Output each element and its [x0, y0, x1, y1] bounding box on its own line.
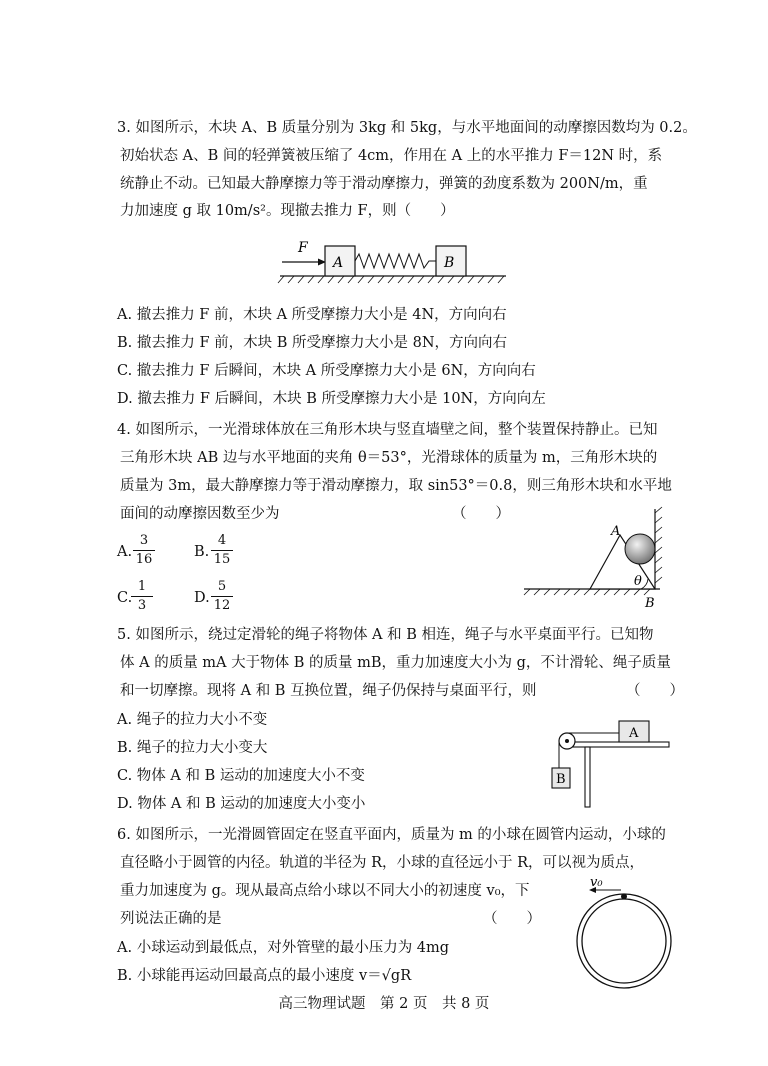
point-a-label: A — [611, 524, 621, 539]
q4-stem-line-2: 三角形木块 AB 边与水平地面的夹角 θ＝53°，光滑球体的质量为 m，三角形木块的 — [120, 450, 658, 466]
spring — [355, 254, 436, 268]
q4-option-a-label: A. — [117, 544, 133, 560]
block-b-label: B — [444, 255, 455, 271]
q5-stem-line-1: 5. 如图所示，绕过定滑轮的绳子将物体 A 和 B 相连，绳子与水平桌面平行。已知物 — [117, 627, 654, 643]
q5-option-b: B. 绳子的拉力大小变大 — [117, 740, 268, 756]
table-leg — [585, 747, 590, 807]
outer-tube-wall — [577, 894, 671, 988]
page-footer: 高三物理试题 第 2 页 共 8 页 — [278, 996, 490, 1012]
block-b-label: B — [556, 772, 566, 787]
q6-answer-bracket: （ ） — [483, 911, 541, 927]
q4-option-c-denominator: 3 — [137, 598, 147, 613]
q3-option-c: C. 撤去推力 F 后瞬间，木块 A 所受摩擦力大小是 6N，方向向右 — [117, 363, 536, 379]
q3-stem-line-4: 力加速度 g 取 10m/s²。现撤去推力 F，则（ ） — [120, 203, 455, 219]
q4-ball-wedge-figure — [520, 505, 680, 611]
q6-option-a: A. 小球运动到最低点，对外管壁的最小压力为 4mg — [117, 940, 450, 956]
q4-answer-bracket: （ ） — [452, 506, 510, 522]
force-label: F — [298, 240, 308, 256]
table-top — [565, 742, 669, 747]
q6-stem-line-4: 列说法正确的是 — [120, 911, 222, 927]
q5-pulley-figure — [545, 712, 675, 812]
q5-option-a: A. 绳子的拉力大小不变 — [117, 712, 268, 728]
q4-option-b-numerator: 4 — [217, 533, 227, 548]
q4-option-d-numerator: 5 — [217, 579, 227, 594]
q6-option-b: B. 小球能再运动回最高点的最小速度 v＝√gR — [117, 968, 412, 984]
q3-stem-line-3: 统静止不动。已知最大静摩擦力等于滑动摩擦力，弹簧的劲度系数为 200N/m，重 — [120, 176, 648, 192]
q4-option-d-denominator: 12 — [213, 598, 231, 613]
q3-option-b: B. 撤去推力 F 前，木块 B 所受摩擦力大小是 8N，方向向右 — [117, 335, 508, 351]
q4-option-b-label: B. — [194, 544, 210, 560]
q4-option-a-numerator: 3 — [139, 533, 149, 548]
q3-stem-line-2: 初始状态 A、B 间的轻弹簧被压缩了 4cm，作用在 A 上的水平推力 F＝12N 时，系 — [120, 148, 663, 164]
block-a-label: A — [333, 255, 344, 271]
q6-stem-line-3: 重力加速度为 g。现从最高点给小球以不同大小的初速度 v₀，下 — [120, 883, 530, 899]
q4-stem-line-1: 4. 如图所示，一光滑球体放在三角形木块与竖直墙壁之间，整个装置保持静止。已知 — [117, 422, 658, 438]
q4-stem-line-3: 质量为 3m，最大静摩擦力等于滑动摩擦力，取 sin53°＝0.8，则三角形木块和水平地 — [120, 478, 672, 494]
q3-stem-line-1: 3. 如图所示，木块 A、B 质量分别为 3kg 和 5kg，与水平地面间的动摩擦因数均为 0.2。 — [117, 120, 697, 136]
angle-theta-label: θ — [634, 574, 642, 589]
q3-option-d: D. 撤去推力 F 后瞬间，木块 B 所受摩擦力大小是 10N，方向向左 — [117, 391, 546, 407]
q5-answer-bracket: （ ） — [626, 683, 684, 699]
q3-option-a: A. 撤去推力 F 前，木块 A 所受摩擦力大小是 4N，方向向右 — [117, 307, 507, 323]
q5-stem-line-2: 体 A 的质量 mA 大于物体 B 的质量 mB，重力加速度大小为 g，不计滑轮、绳子质量 — [120, 655, 671, 671]
block-a-label: A — [629, 726, 639, 741]
velocity-label: v₀ — [590, 878, 603, 890]
q4-option-c-label: C. — [117, 590, 133, 606]
q4-option-c-fraction — [131, 579, 153, 614]
q6-circular-tube-figure — [568, 878, 678, 990]
q4-option-c-numerator: 1 — [137, 579, 147, 594]
q4-option-a-fraction — [133, 533, 155, 568]
inner-tube-wall — [582, 899, 666, 983]
ball — [625, 534, 655, 564]
q4-option-d-fraction — [211, 579, 233, 614]
q4-option-b-fraction — [211, 533, 233, 568]
q4-stem-line-4: 面间的动摩擦因数至少为 — [120, 506, 280, 522]
q5-stem-line-3: 和一切摩擦。现将 A 和 B 互换位置，绳子仍保持与桌面平行，则 — [120, 683, 537, 699]
small-ball — [621, 894, 627, 900]
q6-stem-line-1: 6. 如图所示，一光滑圆管固定在竖直平面内，质量为 m 的小球在圆管内运动，小球的 — [117, 827, 666, 843]
q3-spring-blocks-figure — [270, 232, 510, 288]
q4-option-b-denominator: 15 — [213, 552, 231, 567]
q5-option-c: C. 物体 A 和 B 运动的加速度大小不变 — [117, 768, 365, 784]
q6-stem-line-2: 直径略小于圆管的内径。轨道的半径为 R，小球的直径远小于 R，可以视为质点， — [120, 855, 645, 871]
q4-option-d-label: D. — [194, 590, 210, 606]
q4-option-a-denominator: 16 — [135, 552, 153, 567]
point-b-label: B — [645, 596, 655, 611]
q5-option-d: D. 物体 A 和 B 运动的加速度大小变小 — [117, 796, 366, 812]
